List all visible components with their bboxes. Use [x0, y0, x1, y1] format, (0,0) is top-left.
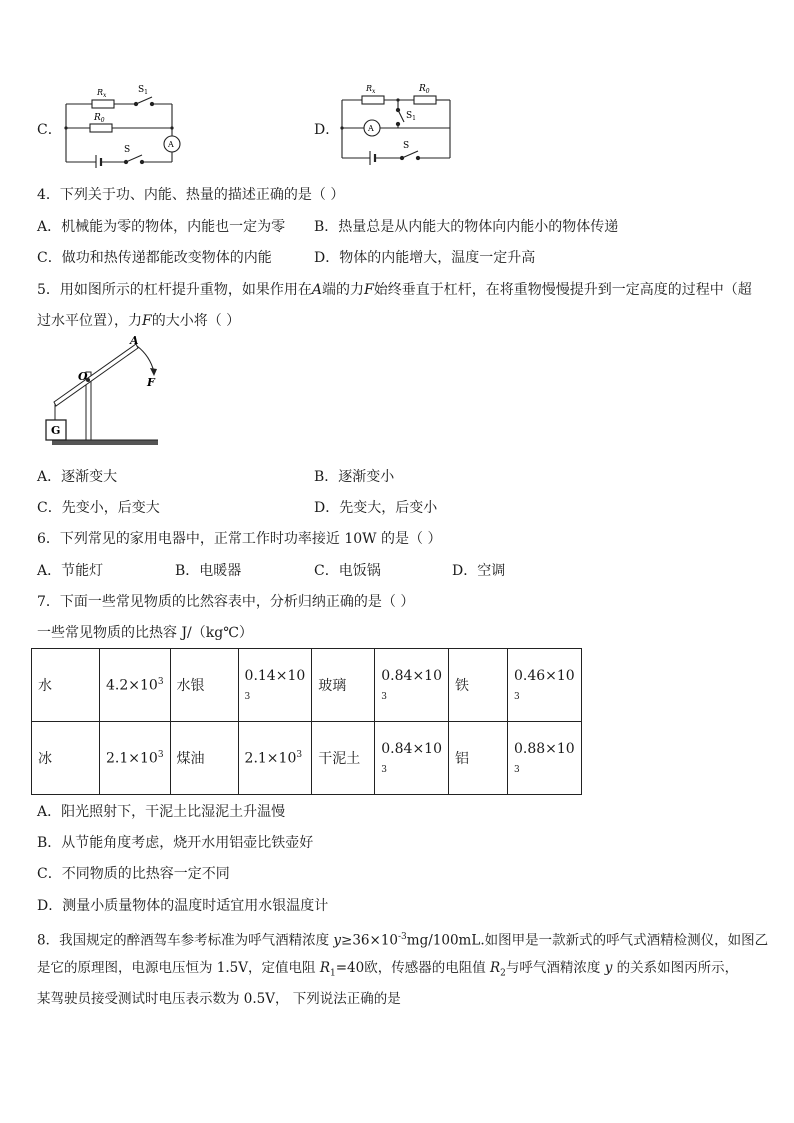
- q7-option-c: C．不同物质的比热容一定不同: [37, 866, 230, 882]
- q7-stem: 7．下面一些常见物质的比然容表中，分析归纳正确的是（ ）: [37, 594, 415, 610]
- lever-label-a: A: [130, 336, 139, 347]
- circuit-d-s-label: S: [403, 141, 410, 151]
- table-cell: $4.2\times 10^3$: [100, 649, 171, 722]
- q5-option-d: D．先变大，后变小: [314, 500, 438, 516]
- table-cell: $2.1\times 10^3$: [238, 722, 312, 795]
- q6-option-d: D．空调: [452, 563, 506, 579]
- table-cell: 铝: [448, 722, 507, 795]
- circuit-c-s1-label: $S_1$: [138, 85, 148, 96]
- table-cell: 0.46×10 3: [507, 649, 581, 722]
- specific-heat-table: [31, 648, 582, 795]
- table-cell: 煤油: [170, 722, 238, 795]
- circuit-c-rx-label: $R_x$: [97, 88, 107, 99]
- q3-option-c-label: C．: [37, 122, 62, 138]
- table-cell: 铁: [448, 649, 507, 722]
- q5-option-a: A．逐渐变大: [37, 469, 118, 485]
- table-row: [32, 649, 582, 722]
- q5-option-c: C．先变小，后变大: [37, 500, 160, 516]
- q3-circuit-d-diagram: [336, 80, 460, 166]
- q7-option-a: A．阳光照射下，干泥土比湿泥土升温慢: [37, 804, 286, 820]
- circuit-d-r0-label: $R_0$: [419, 84, 430, 95]
- table-cell: 水: [32, 649, 100, 722]
- q8-stem-line3: 某驾驶员接受测试时电压表示数为 0.5V， 下列说法正确的是: [37, 991, 401, 1007]
- circuit-c-ammeter-label: A: [168, 140, 174, 149]
- table-cell: 冰: [32, 722, 100, 795]
- q5-stem-line1: 5．用如图所示的杠杆提升重物，如果作用在A端的力F始终垂直于杠杆，在将重物慢慢提升到一定高度的过程中（超: [37, 282, 752, 298]
- q7-option-b: B．从节能角度考虑，烧开水用铝壶比铁壶好: [37, 835, 314, 851]
- table-cell: 0.84×10 3: [375, 722, 449, 795]
- circuit-d-s1-label: $S_1$: [406, 111, 416, 122]
- q6-option-c: C．电饭锅: [314, 563, 381, 579]
- q4-stem: 4．下列关于功、内能、热量的描述正确的是（ ）: [37, 187, 345, 203]
- q8-stem-line2: 是它的原理图，电源电压恒为 1.5V，定值电阻 $R_1=40$欧，传感器的电阻值 $R_2$与呼气酒精浓度 y 的关系如图丙所示，: [37, 960, 739, 979]
- circuit-d-ammeter-label: A: [368, 124, 374, 133]
- circuit-c-r0-label: $R_0$: [94, 113, 105, 124]
- table-cell: 水银: [170, 649, 238, 722]
- lever-label-o: O: [78, 370, 88, 383]
- q4-option-d: D．物体的内能增大，温度一定升高: [314, 250, 536, 266]
- q7-table-title: 一些常见物质的比热容 J/（kg℃）: [37, 625, 253, 641]
- q3-circuit-c-diagram: [60, 82, 200, 168]
- table-cell: 0.84×10 3: [375, 649, 449, 722]
- q6-stem: 6．下列常见的家用电器中，正常工作时功率接近 10W 的是（ ）: [37, 531, 442, 547]
- q4-option-b: B．热量总是从内能大的物体向内能小的物体传递: [314, 219, 619, 235]
- table-row: [32, 722, 582, 795]
- q6-option-a: A．节能灯: [37, 563, 104, 579]
- lever-label-g: G: [51, 424, 61, 437]
- table-cell: 干泥土: [312, 722, 375, 795]
- q5-option-b: B．逐渐变小: [314, 469, 395, 485]
- table-cell: 玻璃: [312, 649, 375, 722]
- table-cell: 0.14×10 3: [238, 649, 312, 722]
- q6-option-b: B．电暖器: [175, 563, 242, 579]
- circuit-c-s-label: S: [124, 145, 131, 155]
- lever-label-f: F: [147, 376, 155, 389]
- q5-lever-figure: [40, 336, 170, 454]
- q4-option-c: C．做功和热传递都能改变物体的内能: [37, 250, 272, 266]
- q4-option-a: A．机械能为零的物体，内能也一定为零: [37, 219, 286, 235]
- circuit-d-rx-label: $R_x$: [366, 84, 376, 95]
- q7-option-d: D．测量小质量物体的温度时适宜用水银温度计: [37, 898, 329, 914]
- q8-stem-line1: 8．我国规定的醉酒驾车参考标准为呼气酒精浓度 $y\ge 36\times 10^{-3}mg/100mL$.如图甲是一款新式的呼气式酒精检测仪，如图乙: [37, 932, 769, 949]
- table-cell: 0.88×10 3: [507, 722, 581, 795]
- q3-option-d-label: D．: [314, 122, 340, 138]
- q5-stem-line2: 过水平位置），力F的大小将（ ）: [37, 313, 241, 329]
- table-cell: $2.1\times 10^3$: [100, 722, 171, 795]
